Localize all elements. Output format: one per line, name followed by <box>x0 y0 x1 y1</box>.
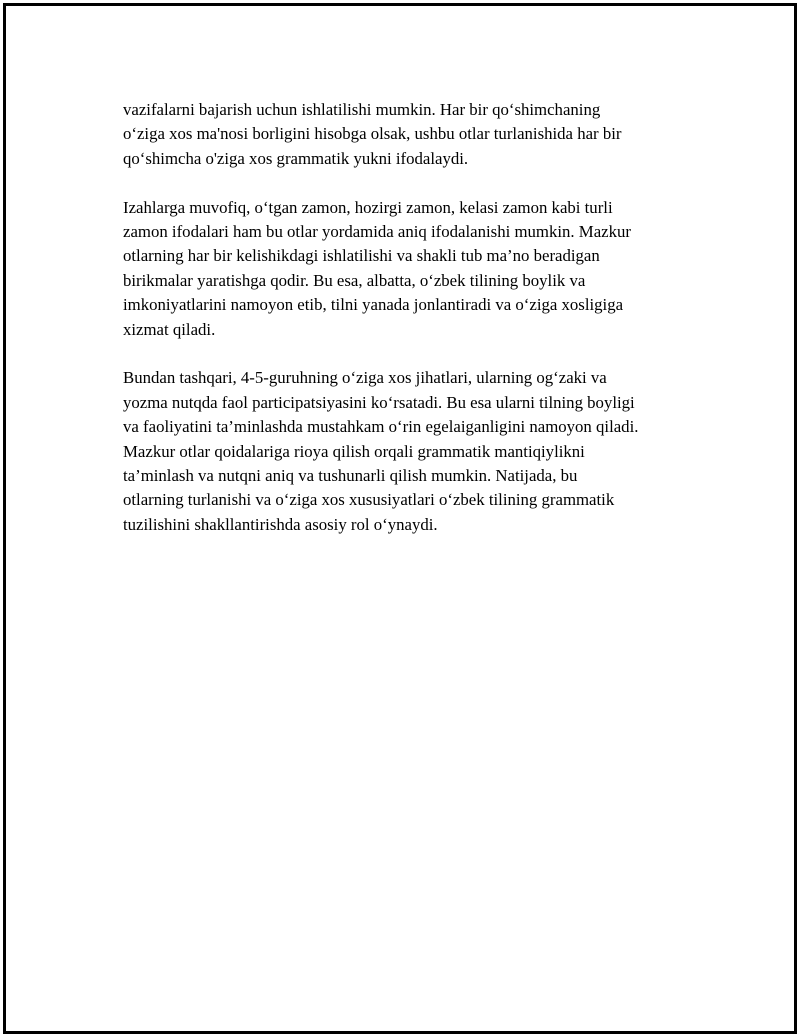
text-line: ta’minlash va nutqni aniq va tushunarli qilish mumkin. Natijada, bu <box>123 466 578 486</box>
page-frame <box>3 3 797 1034</box>
paragraph-3 <box>123 366 703 537</box>
text-line: vazifalarni bajarish uchun ishlatilishi mumkin. Har bir qo‘shimchaning <box>123 100 601 119</box>
paragraph-1 <box>123 98 703 171</box>
text-line: otlarning har bir kelishikdagi ishlatilishi va shakli tub ma’no beradigan <box>123 246 600 266</box>
text-line: Bundan tashqari, 4-5-guruhning o‘ziga xos jihatlari, ularning og‘zaki va <box>123 368 607 388</box>
text-line: Izahlarga muvofiq, o‘tgan zamon, hozirgi zamon, kelasi zamon kabi turli <box>123 197 613 217</box>
text-line: birikmalar yaratishga qodir. Bu esa, albatta, o‘zbek tilining boylik va <box>123 270 586 290</box>
text-line: Mazkur otlar qoidalariga rioya qilish orqali grammatik mantiqiylikni <box>123 441 585 461</box>
text-line: xizmat qiladi. <box>123 319 216 339</box>
text-line: zamon ifodalari ham bu otlar yordamida aniq ifodalanishi mumkin. Mazkur <box>123 222 631 242</box>
text-line: qo‘shimcha o'ziga xos grammatik yukni ifodalaydi. <box>123 148 469 168</box>
document-body <box>123 98 703 562</box>
paragraph-2 <box>123 196 703 342</box>
text-line: imkoniyatlarini namoyon etib, tilni yanada jonlantiradi va o‘ziga xosligiga <box>123 295 624 315</box>
text-line: tuzilishini shakllantirishda asosiy rol o‘ynaydi. <box>123 514 438 534</box>
text-line: o‘ziga xos ma'nosi borligini hisobga olsak, ushbu otlar turlanishida har bir <box>123 124 622 144</box>
text-line: otlarning turlanishi va o‘ziga xos xususiyatlari o‘zbek tilining grammatik <box>123 490 615 510</box>
text-line: va faoliyatini ta’minlashda mustahkam o‘rin egelaiganligini namoyon qiladi. <box>123 417 639 437</box>
text-line: yozma nutqda faol participatsiyasini ko‘rsatadi. Bu esa ularni tilning boyligi <box>123 392 635 412</box>
